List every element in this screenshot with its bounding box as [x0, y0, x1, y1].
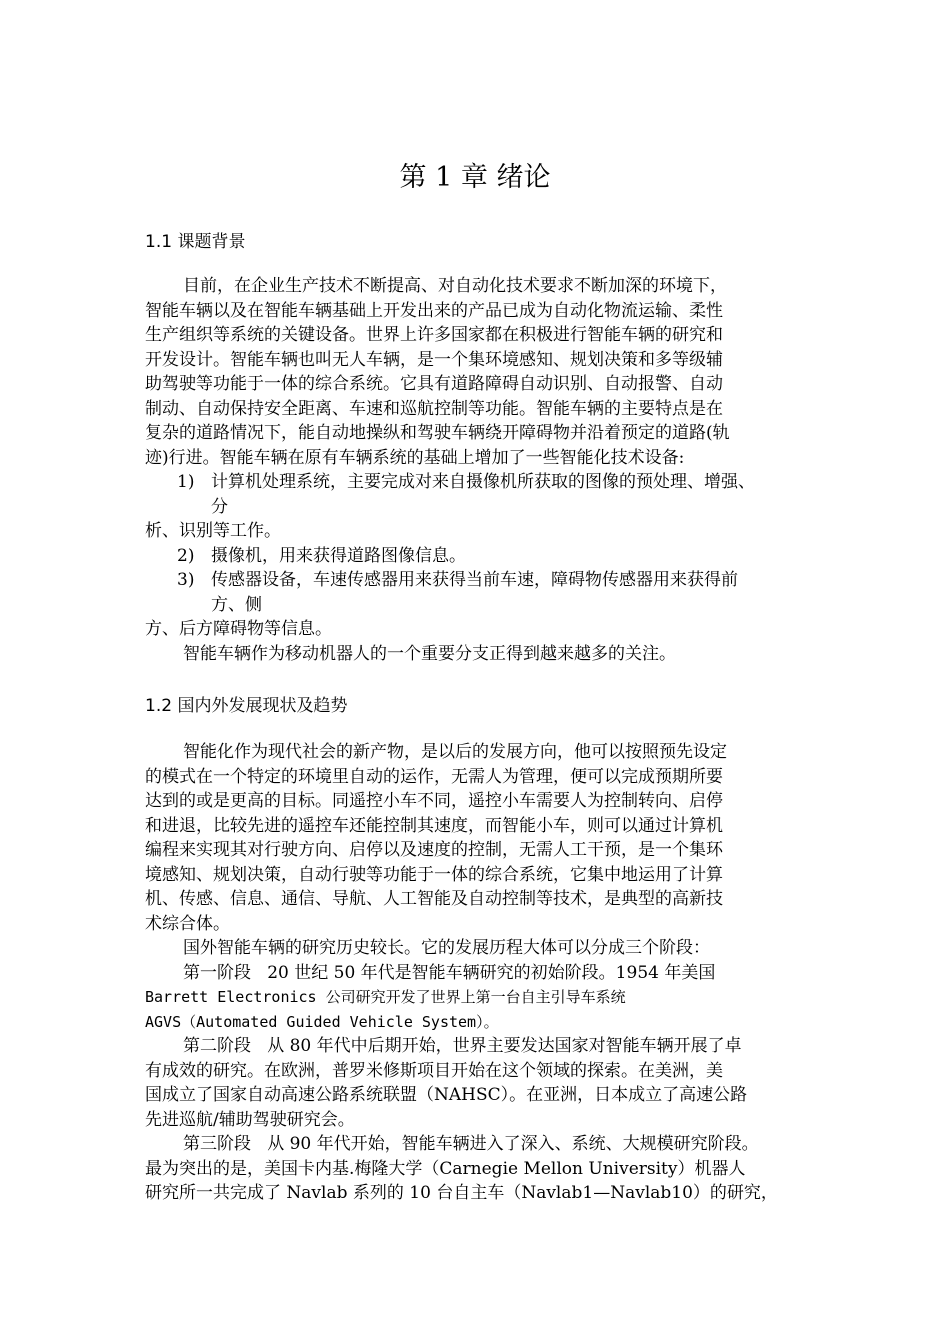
list-item-text: 计算机处理系统，主要完成对来自摄像机所获取的图像的预处理、增强、: [211, 472, 755, 492]
paragraph-line: 研究所一共完成了 Navlab 系列的 10 台自主车（Navlab1—Navlab10）的研究，: [145, 1183, 778, 1203]
paragraph-line: 最为突出的是，美国卡内基.梅隆大学（Carnegie Mellon University）机器人: [145, 1158, 746, 1179]
paragraph-line: 术综合体。: [145, 913, 230, 934]
list-item-tail: 方、后方障碍物等信息。: [145, 619, 332, 639]
paragraph-line: 有成效的研究。在欧洲，普罗米修斯项目开始在这个领域的探索。在美洲，美: [145, 1060, 723, 1081]
list-item: [145, 568, 825, 593]
chapter-title: 第 1 章 绪论: [399, 162, 551, 193]
section-title-1-2: 1.2 国内外发展现状及趋势: [145, 696, 348, 716]
list-item-continuation: 分: [211, 496, 228, 517]
list-item: [145, 470, 825, 495]
paragraph-line: 先进巡航/辅助驾驶研究会。: [145, 1109, 355, 1130]
paragraph-line: 迹)行进。智能车辆在原有车辆系统的基础上增加了一些智能化技术设备:: [145, 447, 685, 468]
list-item-text: 传感器设备，车速传感器用来获得当前车速，障碍物传感器用来获得前: [211, 570, 738, 590]
paragraph-line: 的模式在一个特定的环境里自动的运作，无需人为管理，便可以完成预期所要: [145, 766, 723, 787]
paragraph-line: 第一阶段 20 世纪 50 年代是智能车辆研究的初始阶段。1954 年美国: [183, 962, 716, 983]
paragraph-line: 第三阶段 从 90 年代开始，智能车辆进入了深入、系统、大规模研究阶段。: [183, 1134, 759, 1154]
paragraph-line: 复杂的道路情况下，能自动地操纵和驾驶车辆绕开障碍物并沿着预定的道路(轨: [145, 423, 730, 443]
section-1-2-body: [145, 740, 825, 1206]
paragraph-line: Barrett Electronics 公司研究开发了世界上第一台自主引导车系统: [145, 988, 626, 1006]
paragraph-line: 智能车辆作为移动机器人的一个重要分支正得到越来越多的关注。: [183, 643, 676, 664]
list-item-text: 摄像机，用来获得道路图像信息。: [211, 545, 466, 566]
paragraph-line: 开发设计。智能车辆也叫无人车辆，是一个集环境感知、规划决策和多等级辅: [145, 349, 723, 370]
list-item-number: 1): [177, 472, 195, 492]
list-item-number: 2): [177, 545, 195, 566]
paragraph-line: 国外智能车辆的研究历史较长。它的发展历程大体可以分成三个阶段：: [183, 938, 710, 958]
paragraph-line: 制动、自动保持安全距离、车速和巡航控制等功能。智能车辆的主要特点是在: [145, 398, 723, 419]
paragraph-line: 智能化作为现代社会的新产物，是以后的发展方向，他可以按照预先设定: [183, 742, 727, 762]
paragraph-line: 达到的或是更高的目标。同遥控小车不同，遥控小车需要人为控制转向、启停: [145, 791, 723, 811]
paragraph-line: 目前，在企业生产技术不断提高、对自动化技术要求不断加深的环境下，: [183, 276, 727, 296]
list-item: [145, 544, 825, 569]
list-item-tail: 析、识别等工作。: [145, 521, 281, 541]
section-1-1-body: [145, 274, 825, 666]
paragraph-line: 境感知、规划决策，自动行驶等功能于一体的综合系统，它集中地运用了计算: [145, 864, 723, 885]
paragraph-line: 生产组织等系统的关键设备。世界上许多国家都在积极进行智能车辆的研究和: [145, 325, 723, 345]
paragraph-line: 第二阶段 从 80 年代中后期开始，世界主要发达国家对智能车辆开展了卓: [183, 1036, 742, 1056]
paragraph-line: 编程来实现其对行驶方向、启停以及速度的控制，无需人工干预，是一个集环: [145, 840, 723, 860]
paragraph-line: 机、传感、信息、通信、导航、人工智能及自动控制等技术，是典型的高新技: [145, 889, 723, 909]
paragraph-line: AGVS（Automated Guided Vehicle System）。: [145, 1012, 499, 1031]
section-title-1-1: 1.1 课题背景: [145, 232, 246, 252]
paragraph-line: 智能车辆以及在智能车辆基础上开发出来的产品已成为自动化物流运输、柔性: [145, 300, 723, 321]
list-item-number: 3): [177, 570, 195, 590]
list-item-continuation: 方、侧: [211, 594, 262, 615]
paragraph-line: 和进退，比较先进的遥控车还能控制其速度，而智能小车，则可以通过计算机: [145, 815, 723, 836]
paragraph-line: 助驾驶等功能于一体的综合系统。它具有道路障碍自动识别、自动报警、自动: [145, 374, 723, 394]
paragraph-line: 国成立了国家自动高速公路系统联盟（NAHSC）。在亚洲，日本成立了高速公路: [145, 1085, 748, 1105]
